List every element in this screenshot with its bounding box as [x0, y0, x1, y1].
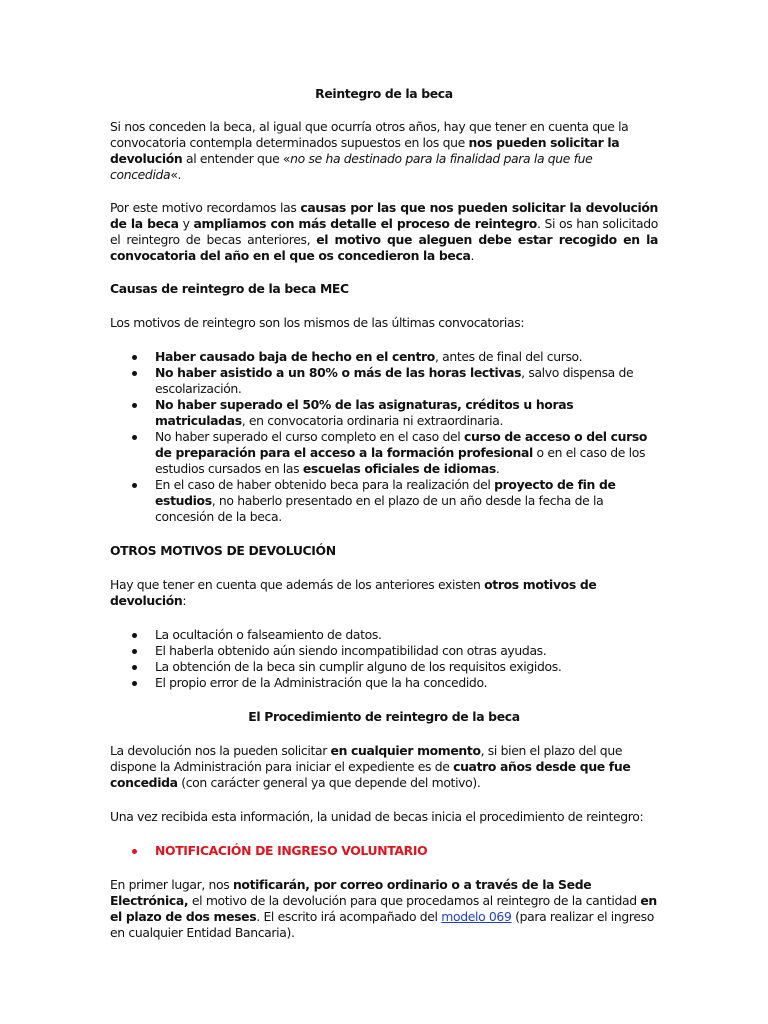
list-item: La obtención de la beca sin cumplir alguno de los requisitos exigidos. — [110, 659, 658, 675]
otros-list — [110, 627, 658, 691]
bullet-icon — [132, 355, 137, 360]
list-item: El haberla obtenido aún siendo incompatibilidad con otras ayudas. — [110, 643, 658, 659]
notificacion-list — [110, 843, 658, 859]
list-item: La ocultación o falseamiento de datos. — [110, 627, 658, 643]
list-item: El propio error de la Administración que la ha concedido. — [110, 675, 658, 691]
procedimiento-paragraph-1: La devolución nos la pueden solicitar en cualquier momento, si bien el plazo del que dispone la Administración para iniciar el expediente es de cuatro años desde que fue concedida (con carácter general ya que depende del motivo). — [110, 743, 631, 790]
causas-intro: Los motivos de reintegro son los mismos de las últimas convocatorias: — [110, 315, 525, 330]
procedimiento-heading: El Procedimiento de reintegro de la beca — [248, 709, 520, 724]
intro-paragraph: Si nos conceden la beca, al igual que ocurría otros años, hay que tener en cuenta que la convocatoria contempla determinados supuestos en los que nos pueden solicitar la devolución al entender que «no se ha destinado para la finalidad para la que fue concedida«. — [110, 119, 629, 182]
list-item — [110, 843, 658, 859]
list-item: Haber causado baja de hecho en el centro, antes de final del curso. — [110, 349, 658, 365]
motivo-paragraph: Por este motivo recordamos las causas por las que nos pueden solicitar la devolución de la beca y ampliamos con más detalle el proceso de reintegro. Si os han solicitado el reintegro de becas anteriores, el motivo que aleguen debe estar recogido en la convocatoria del año en el que os concedieron la beca. — [110, 200, 659, 263]
bullet-icon — [132, 849, 137, 854]
bullet-icon — [132, 403, 137, 408]
document-body — [110, 86, 658, 941]
bullet-icon — [132, 633, 137, 638]
notificacion-heading: NOTIFICACIÓN DE INGRESO VOLUNTARIO — [155, 843, 428, 858]
bullet-icon — [132, 665, 137, 670]
document-title: Reintegro de la beca — [315, 86, 453, 101]
list-item: No haber superado el 50% de las asignaturas, créditos u horas matriculadas, en convocatoria ordinaria ni extraordinaria. — [110, 397, 658, 429]
otros-heading: OTROS MOTIVOS DE DEVOLUCIÓN — [110, 543, 336, 558]
causas-list — [110, 349, 658, 525]
bullet-icon — [132, 483, 137, 488]
bullet-icon — [132, 681, 137, 686]
otros-intro: Hay que tener en cuenta que además de los anteriores existen otros motivos de devolución: — [110, 577, 597, 608]
list-item: No haber asistido a un 80% o más de las horas lectivas, salvo dispensa de escolarización. — [110, 365, 658, 397]
list-item: No haber superado el curso completo en el caso del curso de acceso o del curso de preparación para el acceso a la formación profesional o en el caso de los estudios cursados en las escuelas oficiales de idiomas. — [110, 429, 658, 477]
procedimiento-paragraph-2: Una vez recibida esta información, la unidad de becas inicia el procedimiento de reintegro: — [110, 809, 644, 824]
procedimiento-paragraph-3: En primer lugar, nos notificarán, por correo ordinario o a través de la Sede Electrónica, el motivo de la devolución para que procedamos al reintegro de la cantidad en el plazo de dos meses. El escrito irá acompañado del modelo 069 (para realizar el ingreso en cualquier Entidad Bancaria). — [110, 877, 657, 940]
bullet-icon — [132, 435, 137, 440]
modelo-069-link[interactable]: modelo 069 — [441, 909, 512, 924]
bullet-icon — [132, 371, 137, 376]
list-item: En el caso de haber obtenido beca para la realización del proyecto de fin de estudios, no haberlo presentado en el plazo de un año desde la fecha de la concesión de la beca. — [110, 477, 658, 525]
bullet-icon — [132, 649, 137, 654]
causas-heading: Causas de reintegro de la beca MEC — [110, 281, 349, 296]
